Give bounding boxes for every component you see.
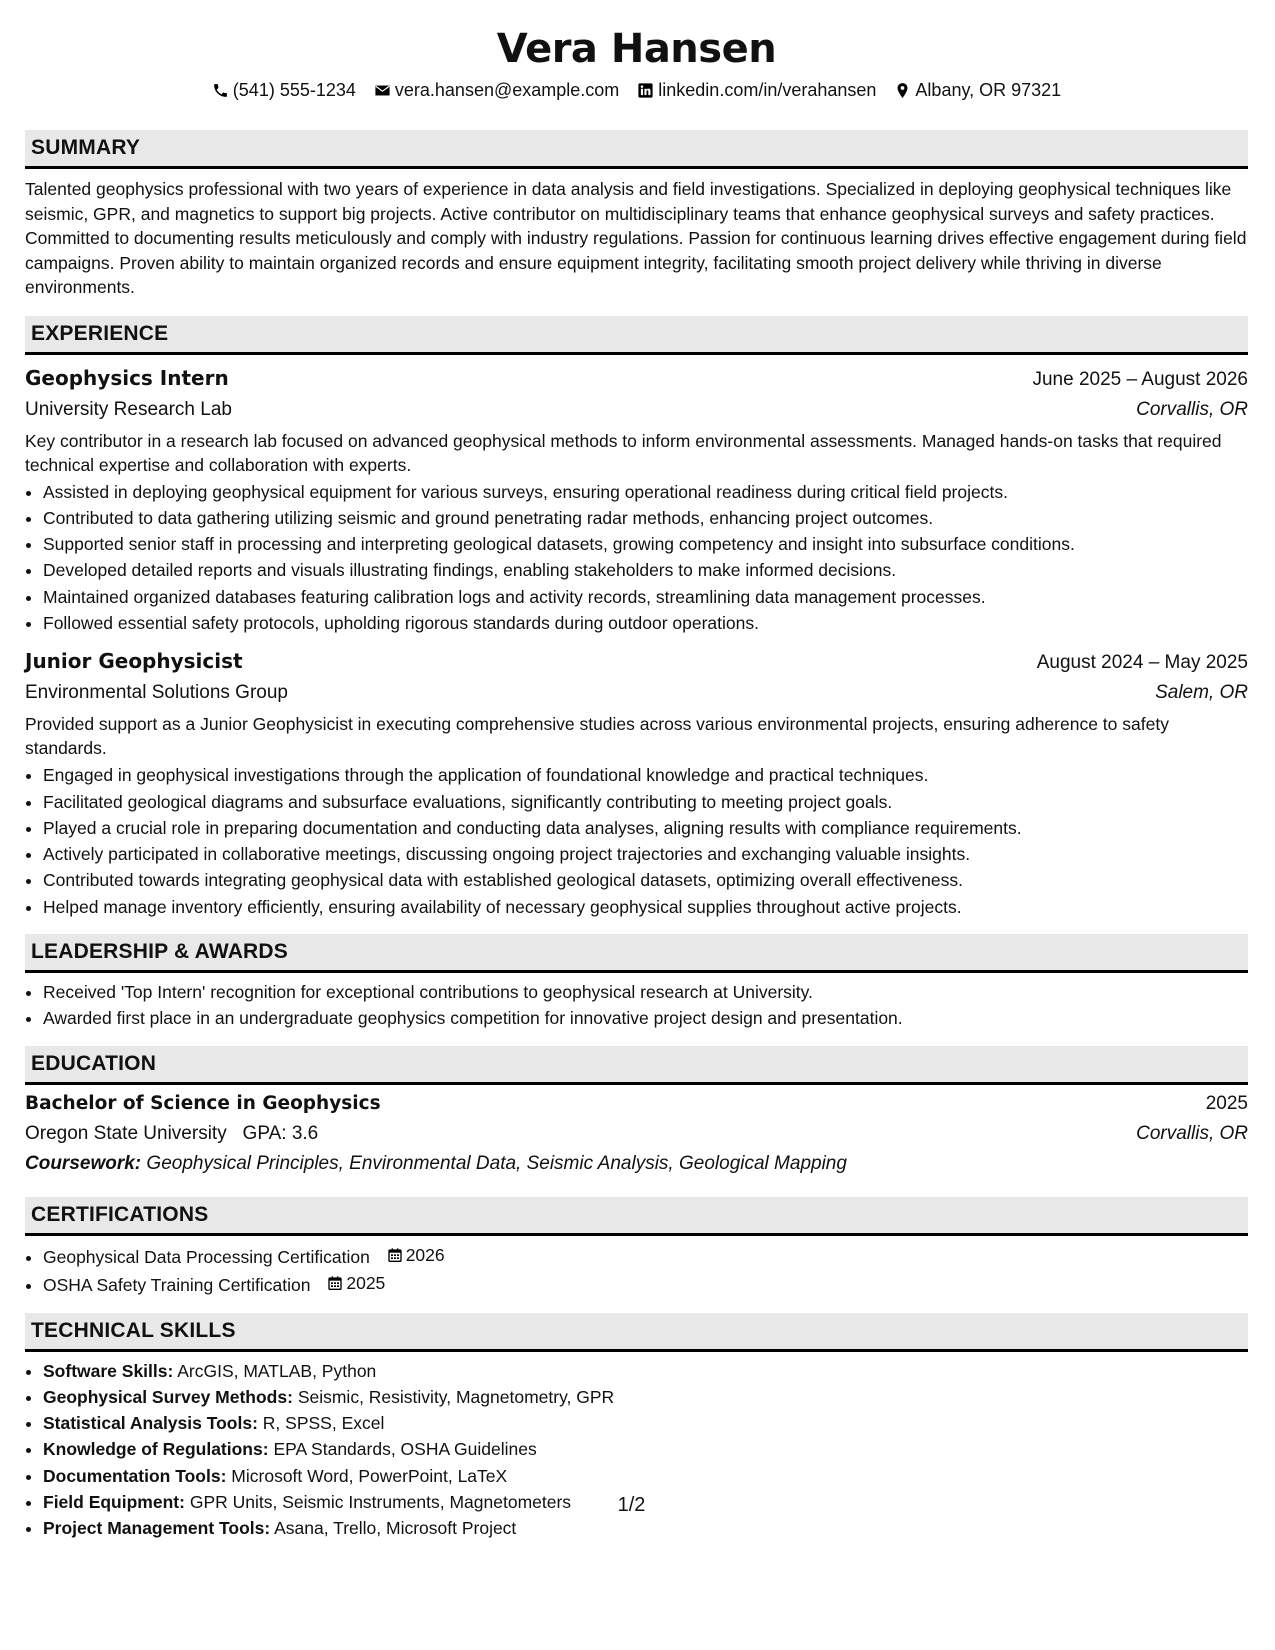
coursework xyxy=(25,1149,1248,1179)
skill-value: Microsoft Word, PowerPoint, LaTeX xyxy=(231,1465,508,1486)
skill-label: Project Management Tools: xyxy=(43,1518,271,1539)
list-item xyxy=(43,1515,1248,1541)
cert-date xyxy=(387,1242,445,1268)
location-text: Albany, OR 97321 xyxy=(915,80,1062,100)
job-location: Corvallis, OR xyxy=(1136,398,1248,420)
contact-bar xyxy=(25,78,1248,102)
job-location: Salem, OR xyxy=(1155,682,1248,704)
candidate-name: Vera Hansen xyxy=(496,26,777,72)
skill-value: EPA Standards, OSHA Guidelines xyxy=(273,1439,537,1460)
list-item: • Contributed to data gathering utilizing seismic and ground penetrating radar methods, enhancing project outcomes. xyxy=(43,505,1248,531)
summary-heading: SUMMARY xyxy=(25,130,1248,169)
map-pin-icon xyxy=(894,82,911,99)
list-item: • Followed essential safety protocols, upholding rigorous standards during outdoor operations. xyxy=(43,610,1248,636)
cert-date xyxy=(327,1270,385,1296)
cert-year: 2026 xyxy=(405,1244,445,1265)
list-item: • Awarded first place in an undergraduate geophysics competition for innovative project design and presentation. xyxy=(43,1005,1248,1031)
job-dates: August 2024 – May 2025 xyxy=(1036,652,1248,674)
linkedin-text: linkedin.com/in/verahansen xyxy=(658,80,877,100)
job-description: Key contributor in a research lab focused on advanced geophysical methods to inform environmental assessments. Managed hands-on tasks that required technical expertise and collaboration with experts. xyxy=(25,430,1222,475)
list-item xyxy=(43,1270,1248,1298)
job-dates: June 2025 – August 2026 xyxy=(1032,368,1248,390)
contact-phone[interactable] xyxy=(212,78,356,102)
list-item: • Received 'Top Intern' recognition for exceptional contributions to geophysical research at University. xyxy=(43,979,1248,1005)
calendar-icon xyxy=(327,1275,343,1291)
list-item: • Maintained organized databases featuring calibration logs and activity records, streamlining data management processes. xyxy=(43,584,1248,610)
skill-value: ArcGIS, MATLAB, Python xyxy=(177,1360,377,1381)
cert-name: Geophysical Data Processing Certification xyxy=(43,1246,370,1267)
school-name: Oregon State University xyxy=(25,1122,227,1144)
leadership-list xyxy=(25,979,1248,1032)
degree-title: Bachelor of Science in Geophysics xyxy=(25,1092,381,1114)
phone-text: (541) 555-1234 xyxy=(232,80,356,100)
envelope-icon xyxy=(374,82,391,99)
school-line xyxy=(25,1119,318,1149)
linkedin-icon xyxy=(637,82,654,99)
page-number: 1/2 xyxy=(617,1494,646,1516)
certifications-heading: CERTIFICATIONS xyxy=(25,1197,1248,1236)
resume-page xyxy=(25,0,1248,1542)
list-item: • Actively participated in collaborative meetings, discussing ongoing project trajectories and exchanging valuable insights. xyxy=(43,841,1248,867)
skill-label: Documentation Tools: xyxy=(43,1465,227,1486)
gpa: GPA: 3.6 xyxy=(242,1122,319,1144)
job-bullets xyxy=(25,762,1248,920)
job-title: Geophysics Intern xyxy=(25,365,229,390)
email-text: vera.hansen@example.com xyxy=(394,80,620,100)
list-item: • Assisted in deploying geophysical equipment for various surveys, ensuring operational readiness during critical field projects. xyxy=(43,479,1248,505)
school-location: Corvallis, OR xyxy=(1136,1122,1248,1144)
coursework-label: Coursework: xyxy=(25,1152,142,1174)
list-item: • Played a crucial role in preparing documentation and conducting data analyses, aligning results with compliance requirements. xyxy=(43,815,1248,841)
contact-location xyxy=(894,78,1061,102)
list-item: • Helped manage inventory efficiently, ensuring availability of necessary geophysical supplies throughout active projects. xyxy=(43,894,1248,920)
skill-value: GPR Units, Seismic Instruments, Magnetometers xyxy=(189,1492,572,1513)
education-entry xyxy=(25,1089,1248,1179)
list-item xyxy=(43,1436,1248,1462)
education-heading: EDUCATION xyxy=(25,1046,1248,1085)
list-item: • Contributed towards integrating geophysical data with established geological datasets, optimizing overall effectiveness. xyxy=(43,867,1248,893)
list-item xyxy=(43,1463,1248,1489)
list-item xyxy=(43,1358,1248,1384)
contact-email[interactable] xyxy=(374,78,619,102)
skill-value: Seismic, Resistivity, Magnetometry, GPR xyxy=(297,1386,615,1407)
list-item: • Supported senior staff in processing and interpreting geological datasets, growing competency and insight into subsurface conditions. xyxy=(43,531,1248,557)
skill-value: Asana, Trello, Microsoft Project xyxy=(274,1518,517,1539)
list-item xyxy=(43,1384,1248,1410)
job-bullets xyxy=(25,479,1248,637)
calendar-icon xyxy=(387,1247,403,1263)
list-item: • Developed detailed reports and visuals illustrating findings, enabling stakeholders to make informed decisions. xyxy=(43,557,1248,583)
skill-label: Geophysical Survey Methods: xyxy=(43,1386,293,1407)
list-item xyxy=(43,1242,1248,1270)
cert-name: OSHA Safety Training Certification xyxy=(43,1275,311,1296)
list-item: • Engaged in geophysical investigations through the application of foundational knowledge and practical techniques. xyxy=(43,762,1248,788)
job-title: Junior Geophysicist xyxy=(25,649,243,674)
job-description: Provided support as a Junior Geophysicist in executing comprehensive studies across various environmental projects, ensuring adherence to safety standards. xyxy=(25,714,1169,759)
job-entry xyxy=(25,646,1248,920)
skill-label: Statistical Analysis Tools: xyxy=(43,1413,258,1434)
list-item xyxy=(43,1410,1248,1436)
job-org: University Research Lab xyxy=(25,398,232,420)
degree-year: 2025 xyxy=(1205,1092,1248,1114)
job-entry xyxy=(25,363,1248,637)
experience-heading: EXPERIENCE xyxy=(25,316,1248,355)
summary-text: Talented geophysics professional with two years of experience in data analysis and field investigations. Specialized in deploying geophysical techniques like seismic, GPR, and magnetics to support big projects. Active contributor on multidisciplinary teams that enhance geophysical surveys and safety practices. Committed to documenting results meticulously and comply with industry regulations. Passion for continuous learning drives effective engagement during field campaigns. Proven ability to maintain organized records and ensure equipment integrity, facilitating smooth project delivery while thriving in diverse environments. xyxy=(25,179,1247,297)
phone-icon xyxy=(212,82,229,99)
certifications-list xyxy=(25,1242,1248,1299)
skill-label: Knowledge of Regulations: xyxy=(43,1439,269,1460)
contact-linkedin[interactable] xyxy=(637,78,876,102)
coursework-list: Geophysical Principles, Environmental Data, Seismic Analysis, Geological Mapping xyxy=(146,1152,847,1174)
leadership-heading: LEADERSHIP & AWARDS xyxy=(25,934,1248,973)
skill-value: R, SPSS, Excel xyxy=(262,1413,385,1434)
skill-label: Field Equipment: xyxy=(43,1492,185,1513)
list-item: • Facilitated geological diagrams and subsurface evaluations, significantly contributing to meeting project goals. xyxy=(43,789,1248,815)
cert-year: 2025 xyxy=(346,1273,386,1294)
skill-label: Software Skills: xyxy=(43,1360,174,1381)
job-org: Environmental Solutions Group xyxy=(25,682,288,704)
skills-heading: TECHNICAL SKILLS xyxy=(25,1313,1248,1352)
